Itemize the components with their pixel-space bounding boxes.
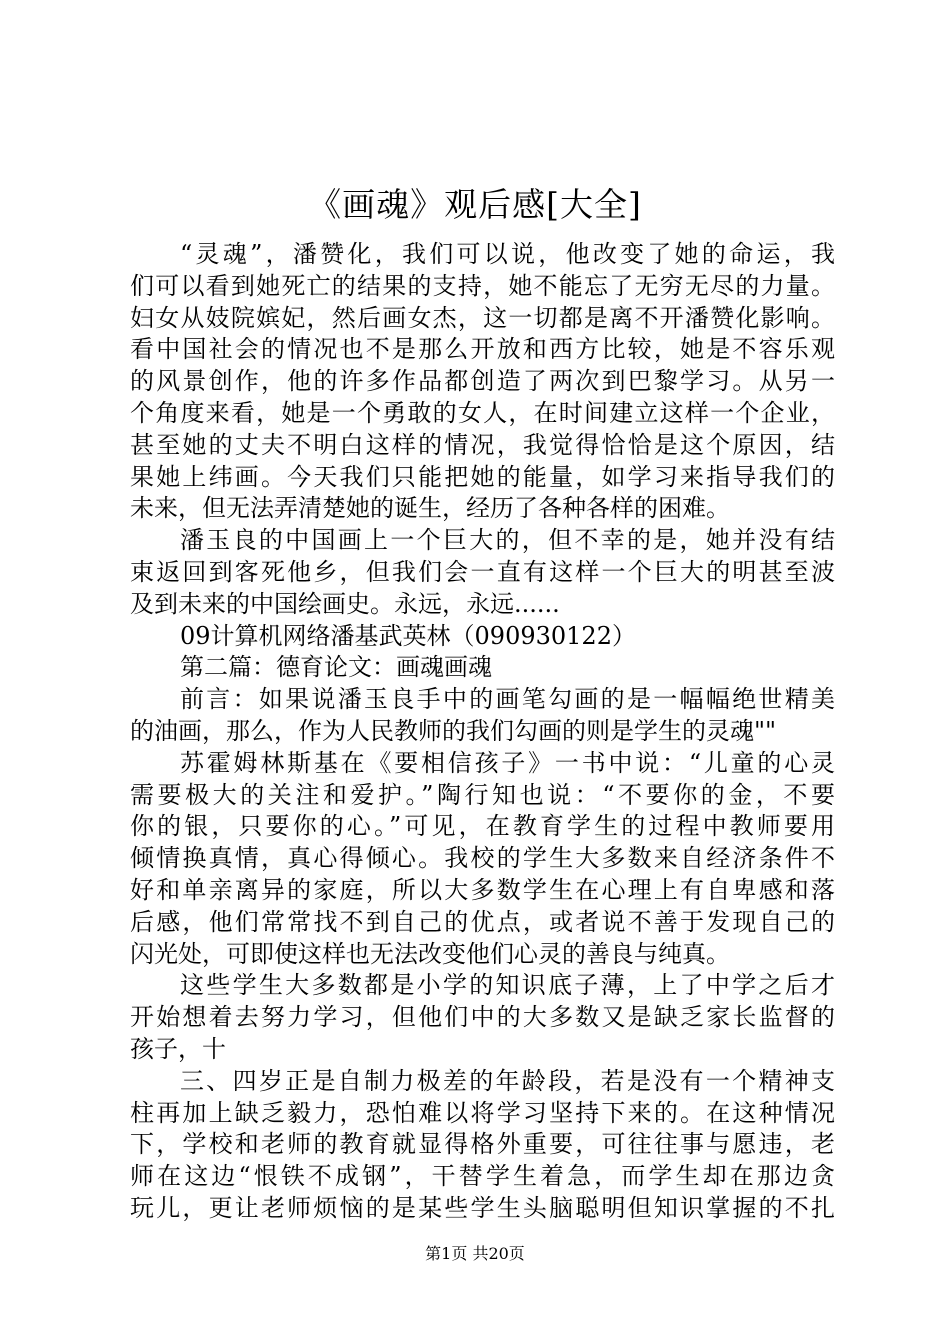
text-line: 倾情换真情，真心得倾心。我校的学生大多数来自经济条件不 (130, 844, 835, 873)
text-line: 果她上纬画。今天我们只能把她的能量，如学习来指导我们的 (130, 462, 835, 491)
text-line: 前言：如果说潘玉良手中的画笔勾画的是一幅幅绝世精美 (180, 685, 835, 714)
text-line: 潘玉良的中国画上一个巨大的，但不幸的是，她并没有结 (180, 526, 835, 555)
text-line: 需要极大的关注和爱护。”陶行知也说：“不要你的金，不要 (130, 780, 835, 809)
text-line: 个角度来看，她是一个勇敢的女人，在时间建立这样一个企业， (130, 398, 835, 427)
text-line: 开始想着去努力学习，但他们中的大多数又是缺乏家长监督的 (130, 1003, 835, 1032)
text-line: 看中国社会的情况也不是那么开放和西方比较，她是不容乐观 (130, 335, 835, 364)
text-line: 妇女从妓院嫔妃，然后画女杰，这一切都是离不开潘赞化影响。 (130, 303, 835, 332)
text-line: 柱再加上缺乏毅力，恐怕难以将学习坚持下来的。在这种情况 (130, 1098, 835, 1127)
text-line: 玩儿，更让老师烦恼的是某些学生头脑聪明但知识掌握的不扎 (130, 1193, 835, 1222)
text-line: 后感，他们常常找不到自己的优点，或者说不善于发现自己的 (130, 907, 835, 936)
text-line: 你的银，只要你的心。”可见，在教育学生的过程中教师要用 (130, 812, 835, 841)
text-line: 第二篇：德育论文：画魂画魂 (180, 653, 492, 682)
text-line: 们可以看到她死亡的结果的支持，她不能忘了无穷无尽的力量。 (130, 271, 835, 300)
text-line: 的风景创作，他的许多作品都创造了两次到巴黎学习。从另一 (130, 367, 835, 396)
text-line: 下，学校和老师的教育就显得格外重要，可往往事与愿违，老 (130, 1130, 835, 1159)
page-footer: 第1页 共20页 (425, 1244, 525, 1263)
text-line: 09计算机网络潘基武英林（090930122） (180, 621, 636, 650)
text-line: 孩子，十 (130, 1034, 226, 1063)
text-line: 束返回到客死他乡，但我们会一直有这样一个巨大的明甚至波 (130, 557, 835, 586)
text-line: 三、四岁正是自制力极差的年龄段，若是没有一个精神支 (180, 1066, 835, 1095)
document-body (130, 239, 835, 1225)
text-line: 及到未来的中国绘画史。永远，永远...... (130, 589, 560, 618)
text-line: “灵魂”，潘赞化，我们可以说，他改变了她的命运，我 (180, 240, 835, 268)
text-line: 闪光处，可即使这样也无法改变他们心灵的善良与纯真。 (130, 939, 730, 968)
text-line: 的油画，那么，作为人民教师的我们勾画的则是学生的灵魂"" (130, 716, 777, 745)
text-line: 甚至她的丈夫不明白这样的情况，我觉得恰恰是这个原因，结 (130, 430, 835, 459)
text-line: 师在这边“恨铁不成钢”，干替学生着急，而学生却在那边贪 (130, 1162, 835, 1191)
text-line: 这些学生大多数都是小学的知识底子薄，上了中学之后才 (180, 971, 835, 1000)
text-line: 苏霍姆林斯基在《要相信孩子》一书中说：“儿童的心灵 (180, 748, 835, 777)
text-line: 好和单亲离异的家庭，所以大多数学生在心理上有自卑感和落 (130, 875, 835, 904)
text-line: 未来，但无法弄清楚她的诞生，经历了各种各样的困难。 (130, 494, 730, 523)
document-title: 《画魂》观后感[大全] (308, 185, 642, 224)
